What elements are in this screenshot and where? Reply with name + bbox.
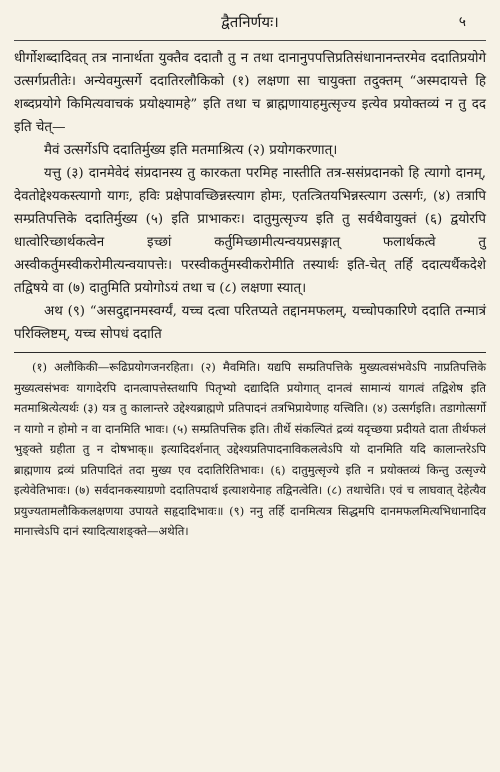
running-title: द्वैतनिर्णयः। [221, 13, 279, 31]
main-paragraph: मैवं उत्सर्गेऽपि ददातिर्मुख्य इति मतमाश्रित्य (२) प्रयोगकरणात्। [44, 143, 338, 158]
main-paragraph: अथ (९) “असदुद्दानमस्वर्ग्यं, यच्च दत्वा परितप्यते तद्दानमफलम्, यच्चोपकारिणे ददाति तन्मात्रं परिक्लिष्टम्, यच्च सोपधं ददाति [14, 304, 486, 342]
page-header [14, 10, 486, 34]
page-number: ५ [458, 14, 466, 30]
header-rule [14, 40, 486, 41]
main-text [14, 47, 486, 346]
footnotes [14, 357, 486, 542]
footnote-divider [14, 352, 486, 353]
footnote-paragraph: (१) अलौकिकी—रूढिप्रयोगजनरहिता। (२) मैवमिति। यद्यपि सम्प्रतिपत्तिके मुख्यत्वसंभवेऽपि नाप्रतिपत्तिके मुख्यत्वसंभवः यागादेरपि दानत्वापत्तेस्तथापि पितृभ्यो दद्यादिति प्रयोगात् दानत्वं सामान्यं यागत्वं तद्विशेष इति मतमाश्रित्येत्यर्थः (३) यत्र तु कालान्तरे उद्देश्यब्राह्मणे प्रतिपादनं तत्रभिप्रायेणाह यत्त्विति। (४) उत्सर्गइति। तडागोत्सर्गो न यागो न होमो न वा दानमिति भावः। (५) सम्प्रतिपत्तिक इति। तीर्थे संकल्पितं द्रव्यं यदृच्छया प्रदीयते दाता तीर्थफलं भुङ्क्ते ग्रहीता तु न दोषभाक्॥ इत्यादिदर्शनात् उद्देश्यप्रतिपादनाविकलत्वेऽपि यो दानमिति यदि कालान्तरेऽपि ब्राह्मणाय द्रव्यं प्रतिपादितं तदा मुख्य एव ददातिरितिभावः। (६) दातुमुत्सृज्ये इति न प्रयोक्तव्यं किन्तु उत्सृज्ये इत्येवेतिभावः। (७) सर्वदानकस्याग्रणो ददातिपदार्थ इत्याशयेनाह तद्विनत्वेति। (८) तथाचेति। एवं च लाघवात् देहेत्यैव प्रयुज्यतामलौकिकलक्षणया उपायते सहृदादिभावः॥ (९) ननु तर्हि दानमित्यत्र सिद्धमपि दानमफलमित्यभिधानादिव मानात्त्वेऽपि दानं स्यादित्याशङ्क्ते—अथेति। [14, 360, 486, 538]
main-paragraph: धीर्गोशब्दादिवत् तत्र नानार्थता युक्तैव ददातौ तु न तथा दानानुपपत्तिप्रतिसंधानानन्तरमेव ददातिप्रयोगे उत्सर्गप्रतीतेः। अन्येवमुत्सर्गे ददातिरलौकिको (१) लक्षणा सा चायुक्ता तदुक्तम् “अस्मदायत्ते हि शब्दप्रयोगे किमित्यवाचकं प्रयोक्ष्यामहे” इति तथा च ब्राह्मणायाहमुत्सृज्य इत्येव प्रयोक्तव्यं न तु दद इति चेत्— [14, 51, 486, 135]
main-paragraph: यत्तु (३) दानमेवेदं संप्रदानस्य तु कारकता परमिह नास्तीति तत्र-ससंप्रदानको हि त्यागो दानम्, देवतोद्देश्यकस्त्यागो यागः, हविः प्रक्षेपावच्छिन्नस्त्याग होमः, एतत्त्रितयभिन्नस्त्याग उत्सर्गः, (४) तत्रापि सम्प्रतिपत्तिके ददातिर्मुख्य (५) इति प्राभाकरः। दातुमुत्सृज्य इति तु सर्वथैवायुक्तं (६) द्वयोरपि धात्वोरिच्छार्थकत्वेन इच्छां कर्तुमिच्छामीत्यन्वयप्रसङ्गात् फलार्थकत्वे तु अस्वीकर्तुमस्वीकरोमीत्यन्वयापत्तेः। परस्वीकर्तुमस्वीकरोमीति तस्यार्थः इति-चेत् तर्हि ददात्यर्थैकदेशे तद्विषये वा (७) दातुमिति प्रयोगोऽयं तथा च (८) लक्षणा स्यात्। [14, 166, 486, 296]
